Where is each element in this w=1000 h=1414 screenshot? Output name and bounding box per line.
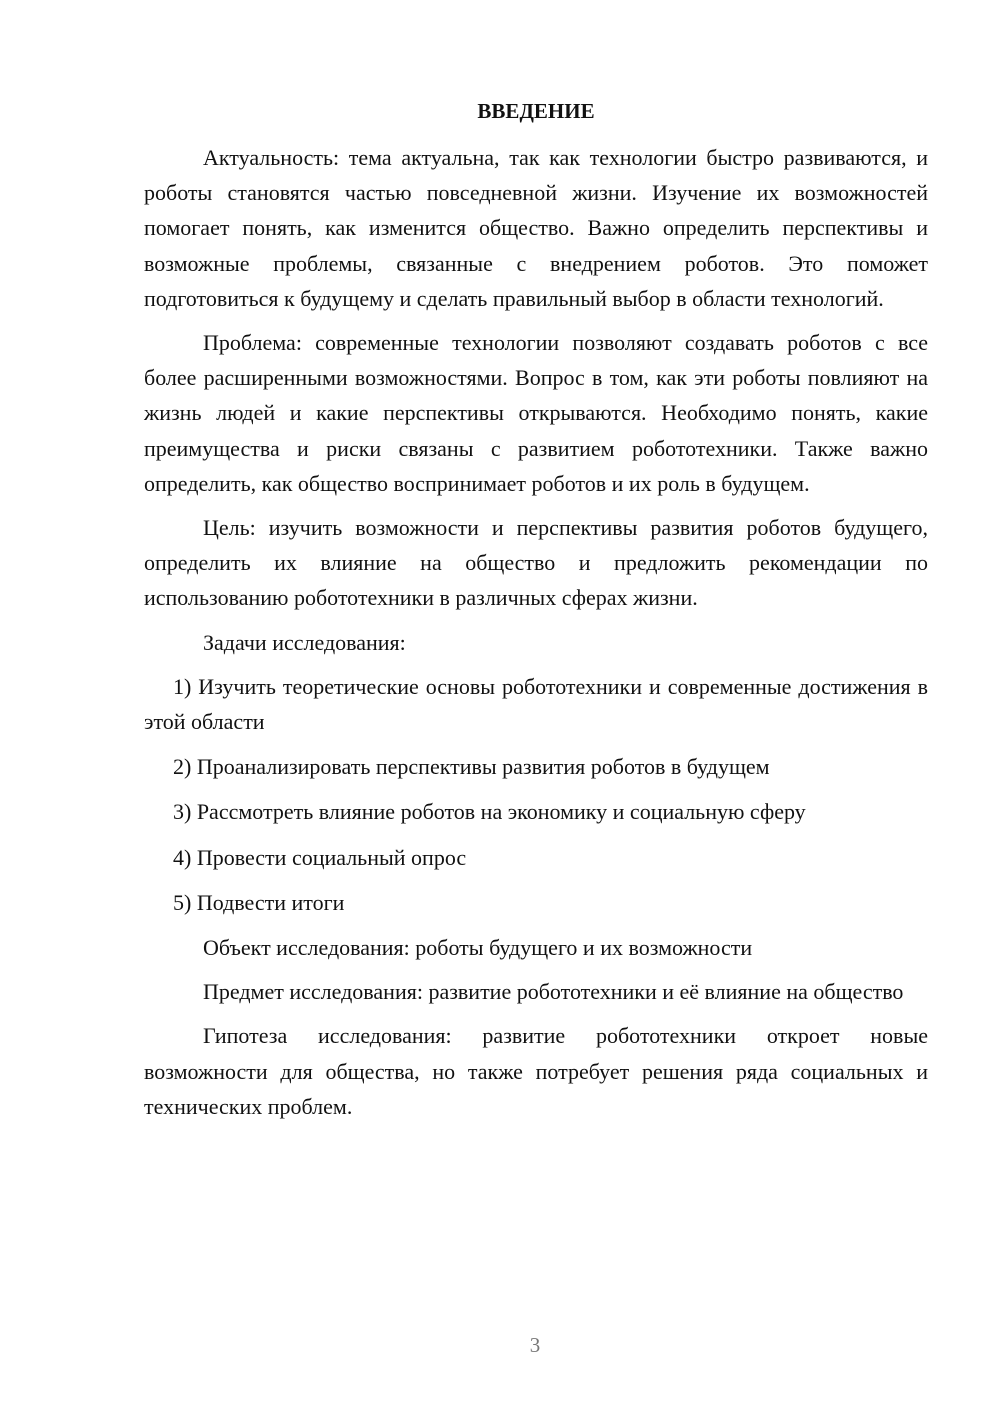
paragraph-subject: Предмет исследования: развитие робототехники и её влияние на общество <box>203 979 904 1005</box>
paragraph-goal: Цель: изучить возможности и перспективы развития роботов будущего, определить их влияние на общество и предложить рекомендации по использованию робототехники в различных сферах жизни. <box>144 515 928 611</box>
task-item-2: 2) Проанализировать перспективы развития роботов в будущем <box>173 754 770 780</box>
task-item-3: 3) Рассмотреть влияние роботов на экономику и социальную сферу <box>173 799 806 825</box>
paragraph-problem: Проблема: современные технологии позволяют создавать роботов с все более расширенными возможностями. Вопрос в том, как эти роботы повлияют на жизнь людей и какие перспективы открываются. Необходимо понять, какие преимущества и риски связаны с развитием робототехники. Также важно определить, как общество воспринимает роботов и их роль в будущем. <box>144 330 928 496</box>
paragraph-object: Объект исследования: роботы будущего и их возможности <box>203 935 753 961</box>
tasks-heading: Задачи исследования: <box>203 629 406 655</box>
task-item-4: 4) Провести социальный опрос <box>173 844 467 870</box>
page-number: 3 <box>529 1333 541 1357</box>
paragraph-relevance: Актуальность: тема актуальна, так как технологии быстро развиваются, и роботы становятся частью повседневной жизни. Изучение их возможностей помогает понять, как изменится общество. Важно определить перспективы и возможные проблемы, связанные с внедрением роботов. Это поможет подготовиться к будущему и сделать правильный выбор в области технологий. <box>144 145 928 311</box>
page-content <box>144 94 928 1133</box>
section-title: ВВЕДЕНИЕ <box>477 99 595 123</box>
task-item-1: 1) Изучить теоретические основы робототехники и современные достижения в этой области <box>144 673 928 735</box>
paragraph-hypothesis: Гипотеза исследования: развитие робототехники откроет новые возможности для общества, но также потребует решения ряда социальных и технических проблем. <box>144 1023 928 1119</box>
task-item-5: 5) Подвести итоги <box>173 889 345 915</box>
